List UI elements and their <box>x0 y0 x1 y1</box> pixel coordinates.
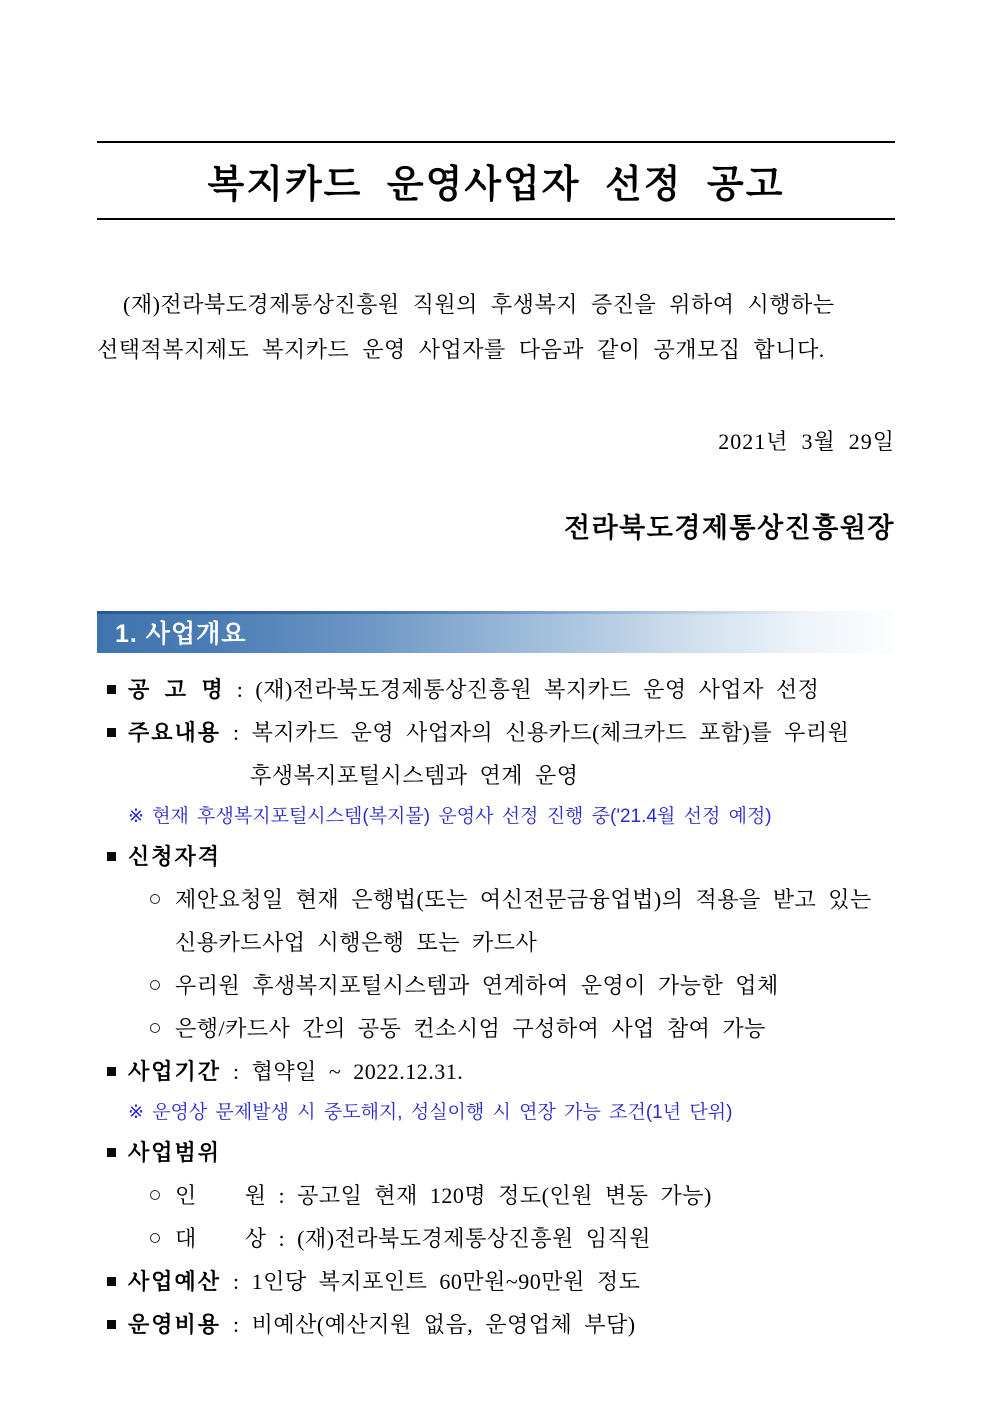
overview-list <box>97 675 895 1340</box>
square-bullet-icon <box>107 1067 116 1076</box>
item-label: 사업범위 <box>128 1140 222 1165</box>
circle-bullet-icon <box>150 894 160 904</box>
item-separator: : <box>221 1269 252 1294</box>
item-separator: : <box>221 720 252 745</box>
list-item <box>97 1267 895 1297</box>
square-bullet-icon <box>107 852 116 861</box>
item-text: 인 원 : 공고일 현재 120명 정도(인원 변동 가능) <box>175 1183 712 1208</box>
item-separator: : <box>224 677 256 702</box>
square-bullet-icon <box>107 1148 116 1157</box>
item-separator: : <box>221 1059 252 1084</box>
page-title: 복지카드 운영사업자 선정 공고 <box>207 164 785 206</box>
item-text: ※ 운영상 문제발생 시 중도해지, 성실이행 시 연장 가능 조건(1년 단위) <box>128 1102 733 1123</box>
item-text: ※ 현재 후생복지포털시스템(복지몰) 운영사 선정 진행 중('21.4월 선정 예정) <box>128 806 772 827</box>
item-text: 제안요청일 현재 은행법(또는 여신전문금융업법)의 적용을 받고 있는 <box>175 887 872 912</box>
square-bullet-icon <box>107 1277 116 1286</box>
list-item <box>97 1138 895 1168</box>
list-item <box>97 1100 895 1126</box>
item-text: 1인당 복지포인트 60만원~90만원 정도 <box>251 1269 641 1294</box>
signature: 전라북도경제통상진흥원장 <box>564 513 895 543</box>
item-label: 사업예산 <box>128 1269 222 1294</box>
date-line: 2021년 3월 29일 <box>718 429 895 454</box>
circle-bullet-icon <box>150 1023 160 1033</box>
item-text: 우리원 후생복지포털시스템과 연계하여 운영이 가능한 업체 <box>175 973 779 998</box>
list-item <box>97 842 895 872</box>
circle-bullet-icon <box>150 1190 160 1200</box>
item-text: 복지카드 운영 사업자의 신용카드(체크카드 포함)를 우리원 <box>251 720 850 745</box>
section-header-bar <box>97 611 895 653</box>
list-item <box>97 1310 895 1340</box>
square-bullet-icon <box>107 1320 116 1329</box>
intro-line-1: (재)전라북도경제통상진흥원 직원의 후생복지 증진을 위하여 시행하는 <box>97 292 835 317</box>
list-item <box>97 1057 895 1087</box>
list-item <box>97 804 895 830</box>
item-text: 비예산(예산지원 없음, 운영업체 부담) <box>251 1312 636 1337</box>
list-item <box>97 928 895 958</box>
item-text: (재)전라북도경제통상진흥원 복지카드 운영 사업자 선정 <box>255 677 820 702</box>
item-text: 대 상 : (재)전라북도경제통상진흥원 임직원 <box>175 1226 652 1251</box>
list-item <box>97 971 895 1001</box>
list-item <box>97 761 895 791</box>
circle-bullet-icon <box>150 1233 160 1243</box>
section-title: 1. 사업개요 <box>115 620 247 648</box>
list-item <box>97 1224 895 1254</box>
list-item <box>97 885 895 915</box>
list-item <box>97 1014 895 1044</box>
item-text: 협약일 ~ 2022.12.31. <box>251 1059 464 1084</box>
list-item <box>97 1181 895 1211</box>
item-text: 은행/카드사 간의 공동 컨소시엄 구성하여 사업 참여 가능 <box>175 1016 766 1041</box>
list-item <box>97 675 895 705</box>
circle-bullet-icon <box>150 980 160 990</box>
square-bullet-icon <box>107 685 116 694</box>
intro-paragraph <box>97 282 895 372</box>
item-label: 주요내용 <box>128 720 222 745</box>
item-separator: : <box>221 1312 252 1337</box>
title-block <box>97 141 895 220</box>
item-text: 후생복지포털시스템과 연계 운영 <box>250 763 579 788</box>
list-item <box>97 718 895 748</box>
item-label: 신청자격 <box>128 844 222 869</box>
intro-line-2: 선택적복지제도 복지카드 운영 사업자를 다음과 같이 공개모집 합니다. <box>97 337 825 362</box>
square-bullet-icon <box>107 728 116 737</box>
item-label: 운영비용 <box>128 1312 222 1337</box>
item-text: 신용카드사업 시행은행 또는 카드사 <box>175 930 538 955</box>
item-label: 공 고 명 <box>128 677 225 702</box>
item-label: 사업기간 <box>128 1059 222 1084</box>
